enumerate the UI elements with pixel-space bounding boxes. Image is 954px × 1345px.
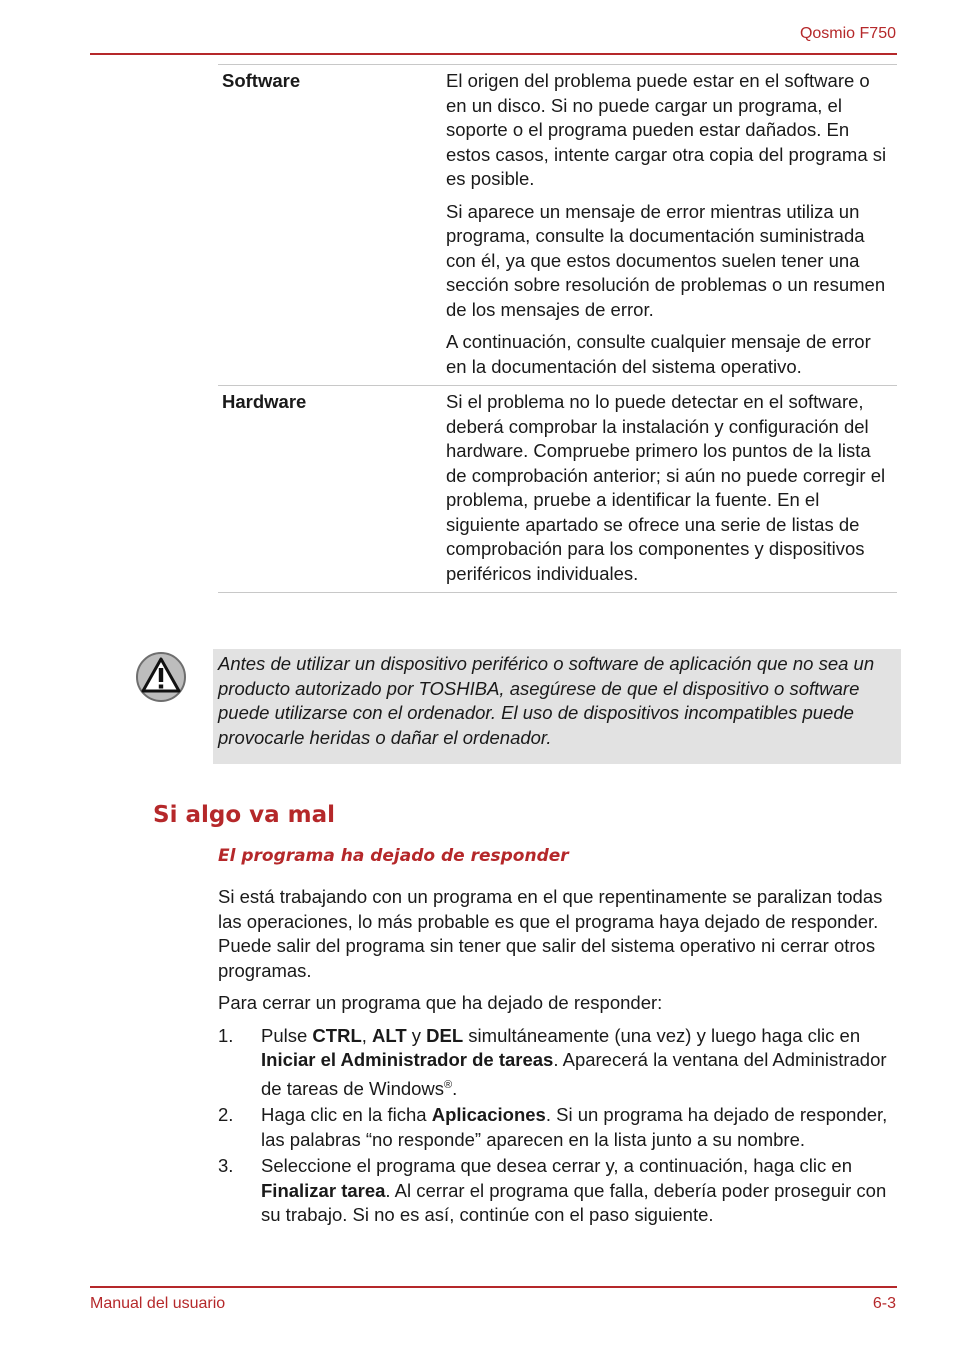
step-number: 2.: [218, 1104, 234, 1126]
table-row: [218, 386, 897, 593]
row-body-software: [446, 69, 897, 379]
paragraph: Si aparece un mensaje de error mientras utiliza un programa, consulte la documentación suministrada con él, ya que estos documentos suelen tener una sección sobre resolución de problemas o un resumen de los mensajes de error.: [446, 200, 886, 320]
step-text: Pulse CTRL, ALT y DEL simultáneamente (una vez) y luego haga clic en Iniciar el Administrador de tareas. Aparecerá la ventana del Administrador de tareas de Windows®.: [261, 1024, 887, 1099]
paragraph: El origen del problema puede estar en el software o en un disco. Si no puede cargar un programa, el soporte o el programa pueden estar dañados. En estos casos, intente cargar otra copia del programa si es posible.: [446, 70, 887, 189]
section-subtitle: El programa ha dejado de responder: [218, 846, 569, 866]
troubleshooting-table: [218, 64, 897, 593]
step-text: Seleccione el programa que desea cerrar y, a continuación, haga clic en Finalizar tarea. Al cerrar el programa que falla, debería poder proseguir con su trabajo. Si no es así, continúe con el paso siguiente.: [261, 1155, 887, 1226]
list-item: [218, 1103, 900, 1152]
lead-paragraph: Para cerrar un programa que ha dejado de responder:: [218, 992, 663, 1013]
table-row: [218, 65, 897, 386]
footer-manual-title: Manual del usuario: [90, 1295, 226, 1312]
step-text: Haga clic en la ficha Aplicaciones. Si un programa ha dejado de responder, las palabras “no responde” aparecen en la lista junto a su nombre.: [261, 1104, 888, 1150]
footer-rule: [90, 1286, 897, 1288]
step-number: 3.: [218, 1155, 234, 1177]
paragraph: A continuación, consulte cualquier mensaje de error en la documentación del sistema operativo.: [446, 331, 871, 377]
section-title: Si algo va mal: [153, 802, 336, 828]
header-title: Qosmio F750: [799, 25, 896, 42]
header-rule: [90, 53, 897, 55]
list-item: [218, 1154, 900, 1228]
row-label-hardware: Hardware: [222, 391, 307, 412]
section-content: [218, 885, 900, 1230]
list-item: [218, 1024, 900, 1102]
warning-triangle-icon: [135, 651, 187, 703]
paragraph: Si el problema no lo puede detectar en el software, deberá comprobar la instalación y configuración del hardware. Compruebe primero los puntos de la lista de comprobación anterior; si aún no puede corregir el problema, pruebe a identificar la fuente. En el siguiente apartado se ofrece una serie de listas de comprobación para los componentes y dispositivos periféricos individuales.: [446, 391, 886, 584]
intro-paragraph: Si está trabajando con un programa en el que repentinamente se paralizan todas las operaciones, lo más probable es que el programa haya dejado de responder. Puede salir del programa sin tener que salir del sistema operativo ni cerrar otros programas.: [218, 886, 883, 981]
page-number: 6-3: [872, 1295, 896, 1312]
row-body-hardware: [446, 390, 897, 586]
row-label-software: Software: [222, 70, 301, 91]
warning-note: Antes de utilizar un dispositivo periférico o software de aplicación que no sea un producto autorizado por TOSHIBA, asegúrese de que el dispositivo o software puede utilizarse con el ordenador. El uso de dispositivos incompatibles puede provocarle heridas o dañar el ordenador.: [213, 649, 901, 764]
steps-list: [218, 1024, 900, 1228]
step-number: 1.: [218, 1024, 234, 1046]
